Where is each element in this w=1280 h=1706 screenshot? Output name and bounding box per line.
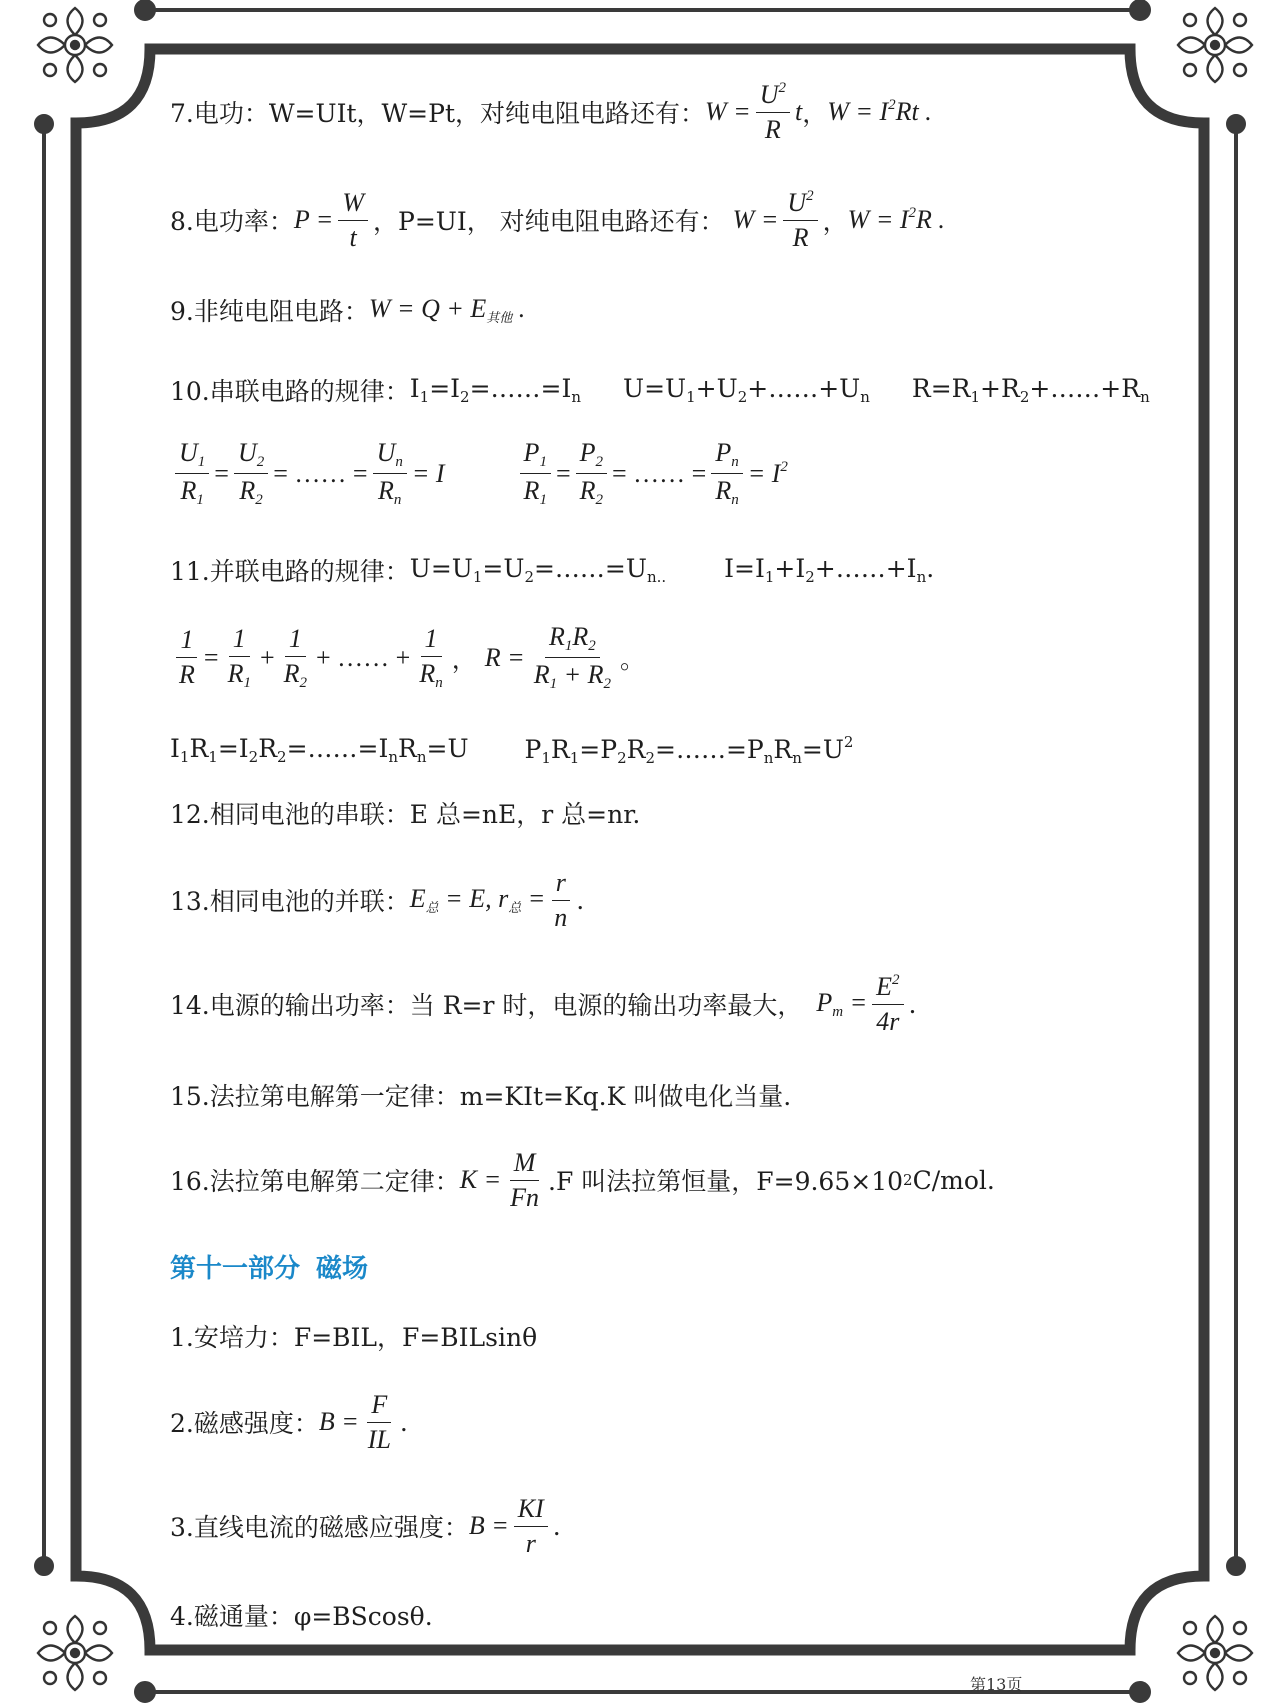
line-7-label: 7.电功：W=UIt，W=Pt，对纯电阻电路还有： [170,99,705,129]
magnet-line-3: 3.直线电流的磁感应强度： B = $\frac{KI}{r}$ . [170,1494,561,1558]
formula-line-7: 7.电功：W=UIt，W=Pt，对纯电阻电路还有： W = $\frac{U^2}{R}$ t ， $W = I^2Rt$ . [170,80,932,144]
corner-ornament-icon [1170,1608,1260,1698]
section-part: 第十一部分 [170,1254,301,1284]
line-10-label: 10.串联电路的规律： [170,377,410,406]
series-ratios: $\frac{U_1}{R_1}$ = $\frac{U_2}{R_2}$ = …… = $\frac{U_n}{R_n}$ = I $\frac{P_1}{R_1}$ = $\frac{P_2}{R_2}$ = …… = $\frac{P_n}{R_n}$ = $I^2$ [170,438,788,510]
magnet-line-2-label: 2.磁感强度： [170,1409,319,1439]
page-number: 第13页 [970,1675,1023,1694]
corner-ornament-icon [30,0,120,90]
line-9-label: 9.非纯电阻电路： [170,297,369,326]
formula-line-16: 16.法拉第电解第二定律： K = $\frac{M}{Fn}$ .F 叫法拉第恒量，F=9.65×10 2 C/mol. [170,1148,995,1212]
parallel-resistance: $\frac{1}{R}$ = $\frac{1}{R_1}$ + $\frac{1}{R_2}$ + …… + $\frac{1}{R_n}$ ， R = $\frac{R_1R_2}{R_1 + R_2}$ 。 [170,622,645,694]
magnet-line-1: 1.安培力：F=BIL，F=BILsinθ [170,1323,538,1352]
formula-7a: W = [705,97,751,127]
line-8-mid: ，P=UI， 对纯电阻电路还有： [373,207,725,237]
formula-line-12: 12.相同电池的串联：E 总=nE，r 总=nr. [170,800,641,829]
section-title: 磁场 [316,1254,369,1284]
line-8-label: 8.电功率： [170,207,294,237]
formula-line-8: 8.电功率： P = $\frac{W}{t}$ ，P=UI， 对纯电阻电路还有： W = $\frac{U^2}{R}$ ， $W = I^2R$ . [170,188,945,252]
line-11-label: 11.并联电路的规律： [170,557,410,586]
section-heading [170,1248,384,1285]
formula-line-10: 10.串联电路的规律： $I_1=I_2=\dots\dots=I_n$ $U=U_1+U_2+\dots\dots+U_n$ $R=R_1+R_2+\dots\dots+R_n$ [170,374,1150,406]
magnet-line-3-label: 3.直线电流的磁感应强度： [170,1513,469,1543]
line-16-rest: .F 叫法拉第恒量，F=9.65×10 [548,1167,904,1197]
formula-line-13: 13.相同电池的并联： $E_总 = E$, $r_总$ = $\frac{r}{n}$ . [170,868,585,932]
fraction-u2-over-r: $\frac{U^2}{R}$ [783,188,817,253]
parallel-products: $I_1R_1=I_2R_2=\dots\dots=I_nR_n=U$ $P_1R_1=P_2R_2=\dots\dots=P_nR_n=U^2$ [170,733,854,767]
formula-line-11: 11.并联电路的规律： $U=U_1=U_2=\dots\dots=U_{n..}$ $I=I_1+I_2+\dots\dots+I_n$. [170,554,935,586]
fraction-w-over-t: $\frac{W}{t}$ [338,188,368,253]
magnet-line-4: 4.磁通量：φ=BScosθ. [170,1602,433,1631]
corner-ornament-icon [30,1608,120,1698]
formula-line-15: 15.法拉第电解第一定律：m=KIt=Kq.K 叫做电化当量. [170,1082,792,1111]
formula-line-14: 14.电源的输出功率：当 R=r 时，电源的输出功率最大， $P_m$ = $\frac{E^2}{4r}$ . [170,972,917,1036]
line-13-label: 13.相同电池的并联： [170,887,410,917]
line-16-label: 16.法拉第电解第二定律： [170,1167,460,1197]
magnet-line-2: 2.磁感强度： B = $\frac{F}{IL}$ . [170,1390,408,1454]
fraction-u2-over-r: $\frac{U^2}{R}$ [756,80,790,145]
formula-line-9: 9.非纯电阻电路： $W = Q + E_{其他}$ . [170,294,526,326]
corner-ornament-icon [1170,0,1260,90]
line-14-label: 14.电源的输出功率：当 R=r 时，电源的输出功率最大， [170,991,803,1021]
formula-7b: $W = I^2Rt$ . [827,97,932,127]
